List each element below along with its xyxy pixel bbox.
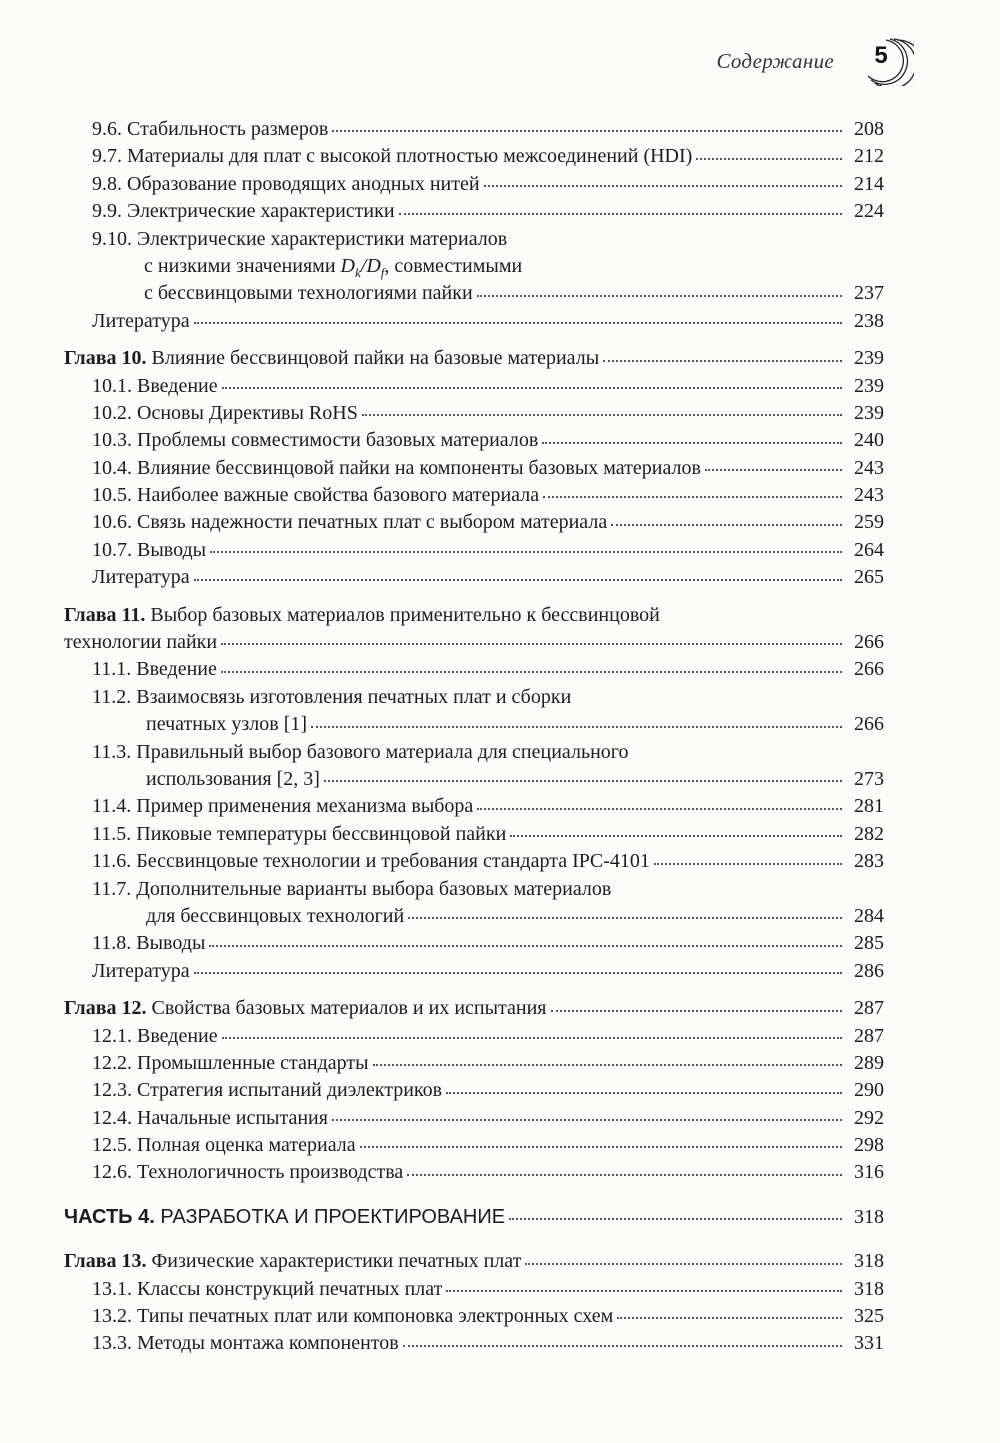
entry-number: 10.5. [92, 484, 132, 507]
entry-number: 10.4. [92, 456, 132, 479]
entry-title: Дополнительные варианты выбора базовых материалов [136, 877, 612, 900]
toc-entry[interactable] [64, 1077, 884, 1104]
chapter-label: Глава 13. [64, 1250, 147, 1273]
entry-title: Введение [137, 1024, 218, 1047]
entry-number: 9.9. [92, 200, 122, 223]
chapter-label: Глава 10. [64, 347, 147, 370]
toc-entry[interactable] [64, 482, 884, 509]
entry-title: Введение [137, 374, 218, 397]
entry-page: 283 [854, 850, 884, 873]
entry-number: 13.3. [92, 1332, 132, 1355]
toc-entry-continuation[interactable] [64, 903, 884, 930]
toc-entry-literature[interactable] [64, 308, 884, 335]
entry-title: Взаимосвязь изготовления печатных плат и сборки [136, 685, 572, 708]
entry-page: 316 [854, 1161, 884, 1184]
entry-page: 243 [854, 456, 884, 479]
entry-title: Бессвинцовые технологии и требования стандарта IPC-4101 [136, 850, 650, 873]
leader-dots [332, 1119, 842, 1121]
entry-page: 208 [854, 118, 884, 140]
entry-page: 266 [854, 658, 884, 681]
entry-page: 318 [854, 1250, 884, 1273]
toc-entry[interactable] [64, 1303, 884, 1330]
part-label: ЧАСТЬ 4. [64, 1205, 155, 1228]
entry-title: Пиковые температуры бессвинцовой пайки [136, 822, 507, 845]
entry-number: 10.1. [92, 374, 132, 397]
toc-chapter-11[interactable] [64, 602, 884, 629]
toc-entry-multiline[interactable] [64, 226, 884, 253]
entry-title: Полная оценка материала [137, 1134, 356, 1157]
entry-number: 9.7. [92, 145, 122, 168]
leader-dots [510, 835, 842, 837]
toc-entry[interactable] [64, 1159, 884, 1186]
chapter-title: Выбор базовых материалов применительно к бессвинцовой [150, 603, 660, 626]
toc-entry[interactable] [64, 656, 884, 683]
entry-page: 243 [854, 484, 884, 507]
leader-dots [617, 1317, 842, 1319]
entry-title: использования [2, 3] [146, 767, 320, 790]
entry-number: 11.1. [92, 658, 132, 681]
entry-page: 239 [854, 401, 884, 424]
entry-page: 325 [854, 1305, 884, 1328]
leader-dots [446, 1290, 842, 1292]
leader-dots [542, 442, 842, 444]
entry-title: Классы конструкций печатных плат [137, 1277, 443, 1300]
leader-dots [408, 917, 842, 919]
entry-title: Наиболее важные свойства базового материала [137, 484, 540, 507]
entry-number: 11.8. [92, 932, 132, 955]
entry-page: 284 [854, 904, 884, 927]
entry-title: Промышленные стандарты [137, 1051, 369, 1074]
entry-page: 286 [854, 959, 884, 982]
toc-part-4[interactable] [64, 1204, 884, 1231]
chapter-label: Глава 11. [64, 603, 146, 626]
entry-number: 12.4. [92, 1106, 132, 1129]
entry-title-part: с низкими значениями [144, 254, 341, 277]
chapter-title: Физические характеристики печатных плат [151, 1250, 522, 1273]
entry-title: Пример применения механизма выбора [136, 795, 474, 818]
toc-entry[interactable] [64, 1023, 884, 1050]
entry-title: с бессвинцовыми технологиями пайки [144, 282, 473, 305]
leader-dots [222, 1037, 842, 1039]
toc-entry[interactable] [64, 1050, 884, 1077]
toc-entry[interactable] [64, 143, 884, 170]
toc-entry[interactable] [64, 198, 884, 225]
running-header-title: Содержание [716, 48, 834, 73]
entry-number: 11.3. [92, 740, 132, 763]
toc-entry-multiline[interactable] [64, 684, 884, 711]
entry-page: 266 [854, 713, 884, 736]
entry-page: 264 [854, 538, 884, 561]
entry-page: 318 [854, 1277, 884, 1300]
entry-page: 239 [854, 347, 884, 370]
entry-number: 11.2. [92, 685, 132, 708]
leader-dots [362, 414, 842, 416]
entry-title: Образование проводящих анодных нитей [127, 172, 480, 195]
entry-number: 12.1. [92, 1024, 132, 1047]
toc-entry[interactable] [64, 1330, 884, 1357]
entry-title: Литература [92, 959, 190, 982]
leader-dots [407, 1174, 842, 1176]
entry-page: 224 [854, 200, 884, 223]
leader-dots [543, 496, 842, 498]
leader-dots [403, 1345, 842, 1347]
table-of-contents [64, 116, 884, 1358]
leader-dots [696, 158, 842, 160]
entry-page: 289 [854, 1051, 884, 1074]
entry-title: Выводы [137, 538, 207, 561]
entry-page: 282 [854, 822, 884, 845]
toc-chapter-13[interactable] [64, 1248, 884, 1275]
chapter-title: Влияние бессвинцовой пайки на базовые материалы [151, 347, 600, 370]
entry-title-part: , совместимыми [384, 254, 523, 277]
toc-chapter-11-continuation[interactable] [64, 629, 884, 656]
toc-entry[interactable] [64, 455, 884, 482]
leader-dots [194, 322, 842, 324]
chapter-title: Свойства базовых материалов и их испытания [151, 997, 547, 1020]
entry-title: Введение [136, 658, 217, 681]
leader-dots [603, 360, 842, 362]
entry-page: 298 [854, 1134, 884, 1157]
entry-title: Литература [92, 309, 190, 332]
entry-page: 281 [854, 795, 884, 818]
entry-number: 10.3. [92, 429, 132, 452]
entry-page: 318 [854, 1205, 884, 1228]
entry-number: 11.6. [92, 850, 132, 873]
toc-entry[interactable] [64, 848, 884, 875]
entry-title: Электрические характеристики [127, 200, 395, 223]
leader-dots [311, 726, 842, 728]
entry-page: 287 [854, 1024, 884, 1047]
leader-dots [222, 387, 842, 389]
entry-number: 12.5. [92, 1134, 132, 1157]
leader-dots [373, 1064, 842, 1066]
toc-entry[interactable] [64, 373, 884, 400]
toc-entry[interactable] [64, 537, 884, 564]
leader-dots [324, 780, 842, 782]
entry-title: печатных узлов [1] [146, 713, 308, 736]
toc-entry-continuation[interactable] [64, 766, 884, 793]
entry-page: 238 [854, 309, 884, 332]
toc-entry[interactable] [64, 1276, 884, 1303]
entry-page: 331 [854, 1332, 884, 1355]
entry-number: 13.2. [92, 1305, 132, 1328]
page-number-badge [856, 36, 914, 86]
leader-dots [484, 185, 842, 187]
entry-page: 265 [854, 566, 884, 589]
part-title: РАЗРАБОТКА И ПРОЕКТИРОВАНИЕ [160, 1205, 506, 1228]
entry-number: 13.1. [92, 1277, 132, 1300]
page-header [716, 36, 914, 86]
toc-chapter-12[interactable] [64, 995, 884, 1022]
leader-dots [705, 469, 842, 471]
entry-title: Правильный выбор базового материала для специального [136, 740, 629, 763]
toc-chapter-10[interactable] [64, 345, 884, 372]
entry-title: Выводы [136, 932, 206, 955]
entry-number: 10.6. [92, 511, 132, 534]
leader-dots [477, 295, 842, 297]
toc-entry-multiline[interactable] [64, 876, 884, 903]
entry-page: 212 [854, 145, 884, 168]
entry-title: Электрические характеристики материалов [137, 227, 508, 250]
toc-entry[interactable] [64, 1132, 884, 1159]
dk-symbol: $D_k/D_f$ [340, 254, 385, 280]
entry-title: Материалы для плат с высокой плотностью межсоединений (HDI) [127, 145, 693, 168]
entry-title: Влияние бессвинцовой пайки на компоненты базовых материалов [137, 456, 701, 479]
leader-dots [525, 1263, 842, 1265]
entry-number: 9.10. [92, 227, 132, 250]
toc-entry[interactable] [64, 509, 884, 536]
entry-number: 10.7. [92, 538, 132, 561]
toc-entry-continuation[interactable] [64, 711, 884, 738]
toc-entry[interactable] [64, 821, 884, 848]
entry-title: Проблемы совместимости базовых материалов [137, 429, 539, 452]
entry-page: 240 [854, 429, 884, 452]
entry-title: Стабильность размеров [127, 118, 329, 140]
chapter-label: Глава 12. [64, 997, 147, 1020]
leader-dots [360, 1146, 842, 1148]
leader-dots [332, 130, 842, 132]
leader-dots [551, 1010, 842, 1012]
leader-dots [209, 945, 842, 947]
entry-title: Технологичность производства [137, 1161, 404, 1184]
page-number: 5 [874, 42, 888, 69]
entry-number: 12.3. [92, 1079, 132, 1102]
toc-entry[interactable] [64, 116, 884, 143]
toc-entry-continuation [64, 253, 884, 280]
entry-number: 11.5. [92, 822, 132, 845]
entry-page: 292 [854, 1106, 884, 1129]
entry-title: Типы печатных плат или компоновка электронных схем [137, 1305, 614, 1328]
entry-title: Стратегия испытаний диэлектриков [137, 1079, 443, 1102]
entry-title: Методы монтажа компонентов [137, 1332, 399, 1355]
toc-entry[interactable] [64, 930, 884, 957]
toc-entry[interactable] [64, 171, 884, 198]
entry-number: 9.8. [92, 172, 122, 195]
entry-title: Литература [92, 566, 190, 589]
entry-number: 12.6. [92, 1161, 132, 1184]
toc-entry[interactable] [64, 427, 884, 454]
leader-dots [210, 551, 842, 553]
toc-entry[interactable] [64, 793, 884, 820]
leader-dots [221, 643, 842, 645]
entry-title: Связь надежности печатных плат с выбором материала [137, 511, 608, 534]
entry-page: 285 [854, 932, 884, 955]
leader-dots [654, 863, 842, 865]
leader-dots [509, 1218, 842, 1220]
leader-dots [221, 671, 842, 673]
entry-page: 239 [854, 374, 884, 397]
entry-title: Начальные испытания [137, 1106, 328, 1129]
entry-page: 290 [854, 1079, 884, 1102]
toc-entry[interactable] [64, 400, 884, 427]
entry-number: 11.7. [92, 877, 132, 900]
leader-dots [399, 213, 842, 215]
leader-dots [446, 1092, 842, 1094]
toc-entry[interactable] [64, 1105, 884, 1132]
leader-dots [194, 972, 842, 974]
entry-number: 11.4. [92, 795, 132, 818]
chapter-title: технологии пайки [64, 631, 218, 654]
entry-page: 237 [854, 282, 884, 305]
entry-page: 273 [854, 767, 884, 790]
toc-entry-literature[interactable] [64, 564, 884, 591]
entry-page: 259 [854, 511, 884, 534]
toc-entry-multiline[interactable] [64, 739, 884, 766]
entry-page: 214 [854, 172, 884, 195]
toc-entry-literature[interactable] [64, 958, 884, 985]
entry-page: 266 [854, 631, 884, 654]
entry-number: 9.6. [92, 118, 122, 140]
entry-number: 10.2. [92, 401, 132, 424]
entry-page: 287 [854, 997, 884, 1020]
entry-title: для бессвинцовых технологий [146, 904, 405, 927]
leader-dots [611, 524, 842, 526]
leader-dots [194, 579, 842, 581]
entry-title: Основы Директивы RoHS [137, 401, 358, 424]
entry-number: 12.2. [92, 1051, 132, 1074]
leader-dots [477, 808, 842, 810]
